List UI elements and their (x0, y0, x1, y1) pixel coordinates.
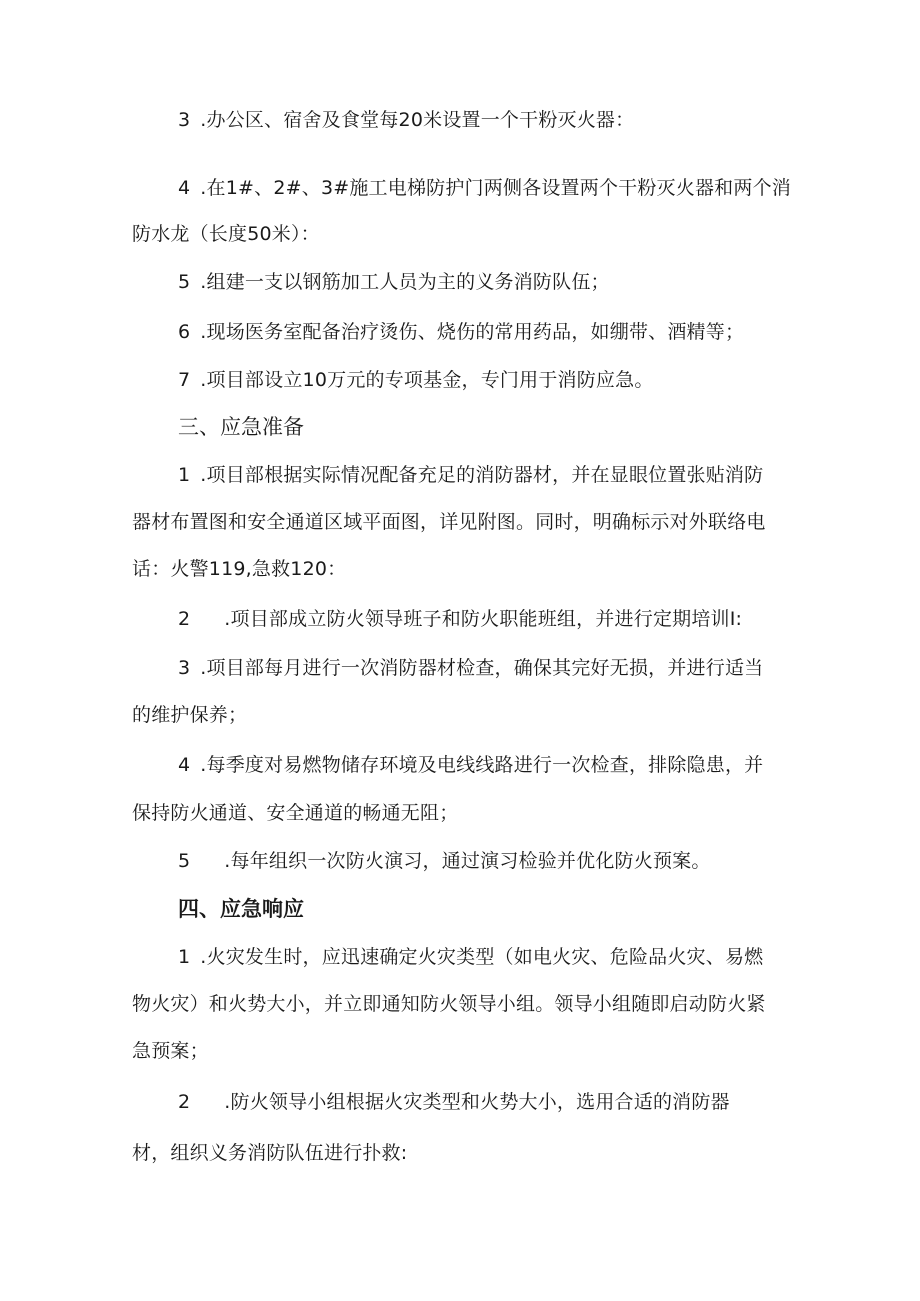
item-number: 5 (178, 850, 191, 872)
item-text: .办公区、宿舍及食堂每20米设置一个干粉灭火器： (200, 109, 635, 131)
list-item (178, 270, 610, 294)
list-item-continuation: 材，组织义务消防队伍进行扑救: (132, 1142, 408, 1164)
item-text: .项目部每月进行一次消防器材检查，确保其完好无损，并进行适当 (200, 657, 764, 679)
item-number: 3 (178, 657, 191, 679)
item-number: 7 (178, 369, 191, 391)
list-item-continuation: 保持防火通道、安全通道的畅通无阻； (132, 802, 459, 824)
item-text: .在1#、2#、3#施工电梯防护门两侧各设置两个干粉灭火器和两个消 (200, 177, 791, 199)
item-text: .现场医务室配备治疗烫伤、烧伤的常用药品，如绷带、酒精等； (200, 321, 745, 343)
list-item (178, 176, 791, 200)
list-item (178, 320, 744, 344)
item-number: 4 (178, 754, 191, 776)
item-number: 1 (178, 464, 191, 486)
list-item-continuation: 急预案； (132, 1040, 209, 1062)
list-item (178, 753, 763, 777)
list-item (178, 1090, 730, 1114)
list-item-continuation: 物火灾）和火势大小，并立即通知防火领导小组。领导小组随即启动防火紧 (132, 993, 766, 1015)
item-number: 3 (178, 109, 191, 131)
item-text: .项目部设立10万元的专项基金，专门用于消防应急。 (200, 369, 654, 391)
list-item (178, 108, 634, 132)
list-item (178, 607, 742, 631)
item-text: .火灾发生时，应迅速确定火灾类型（如电火灾、危险品火灾、易燃 (200, 946, 764, 968)
item-text: .防火领导小组根据火灾类型和火势大小，选用合适的消防器 (224, 1091, 730, 1113)
section-heading: 四、应急响应 (178, 897, 304, 921)
item-number: 1 (178, 946, 191, 968)
section-heading: 三、应急准备 (178, 415, 304, 439)
list-item (178, 463, 763, 487)
item-text: .每年组织一次防火演习，通过演习检验并优化防火预案。 (224, 850, 711, 872)
item-number: 5 (178, 271, 191, 293)
list-item (178, 945, 763, 969)
item-text: .项目部根据实际情况配备充足的消防器材，并在显眼位置张贴消防 (200, 464, 764, 486)
list-item-continuation: 的维护保养； (132, 704, 248, 726)
list-item (178, 849, 711, 873)
item-number: 6 (178, 321, 191, 343)
item-number: 2 (178, 1091, 191, 1113)
item-text: .组建一支以钢筋加工人员为主的义务消防队伍； (200, 271, 610, 293)
list-item (178, 368, 654, 392)
list-item-continuation: 防水龙（长度50米）： (132, 223, 320, 245)
item-number: 2 (178, 608, 191, 630)
item-number: 4 (178, 177, 191, 199)
item-text: .项目部成立防火领导班子和防火职能班组，并进行定期培训I: (224, 608, 743, 630)
item-text: .每季度对易燃物储存环境及电线线路进行一次检查，排除隐患，并 (200, 754, 764, 776)
list-item (178, 656, 763, 680)
list-item-continuation: 器材布置图和安全通道区域平面图，详见附图。同时，明确标示对外联络电 (132, 511, 766, 533)
list-item-continuation: 话：火警119,急救120： (132, 558, 347, 580)
